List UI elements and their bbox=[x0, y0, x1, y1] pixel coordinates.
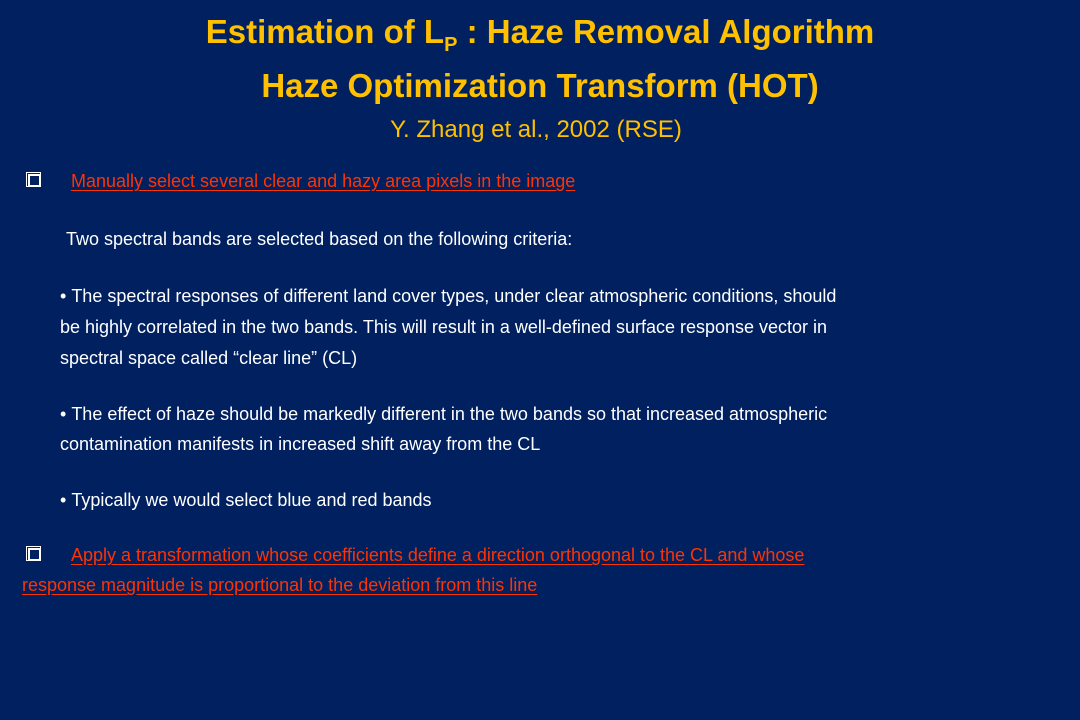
step2-line2: response magnitude is proportional to the deviation from this line bbox=[22, 575, 538, 595]
title-suffix: : Haze Removal Algorithm bbox=[457, 13, 875, 50]
criterion1-line3: spectral space called “clear line” (CL) bbox=[60, 348, 358, 368]
step1-text: Manually select several clear and hazy area pixels in the image bbox=[71, 171, 576, 191]
criterion1-line2: be highly correlated in the two bands. This will result in a well-defined surface response vector in bbox=[60, 317, 828, 337]
checkbox-bullet-icon bbox=[28, 548, 41, 561]
criterion1-line1: • The spectral responses of different land cover types, under clear atmospheric conditions, should bbox=[60, 286, 837, 306]
title-prefix: Estimation of L bbox=[205, 13, 445, 50]
citation: Y. Zhang et al., 2002 (RSE) bbox=[390, 116, 682, 143]
slide-title-line2: Haze Optimization Transform (HOT) bbox=[261, 67, 819, 104]
criteria-intro: Two spectral bands are selected based on the following criteria: bbox=[66, 229, 573, 249]
bullet-icon: • bbox=[60, 490, 67, 510]
step2-line1: Apply a transformation whose coefficients define a direction orthogonal to the CL and whose bbox=[71, 545, 805, 565]
title-subscript: P bbox=[444, 34, 458, 56]
bullet-icon: • bbox=[60, 404, 67, 424]
criterion2-line2: contamination manifests in increased shift away from the CL bbox=[60, 434, 541, 454]
checkbox-bullet-icon bbox=[28, 174, 41, 187]
slide-title-line1 bbox=[0, 12, 1080, 57]
criterion3-line1: • Typically we would select blue and red bands bbox=[60, 490, 432, 510]
bullet-icon: • bbox=[60, 286, 67, 306]
criterion2-line1: • The effect of haze should be markedly different in the two bands so that increased atmospheric bbox=[60, 404, 828, 424]
